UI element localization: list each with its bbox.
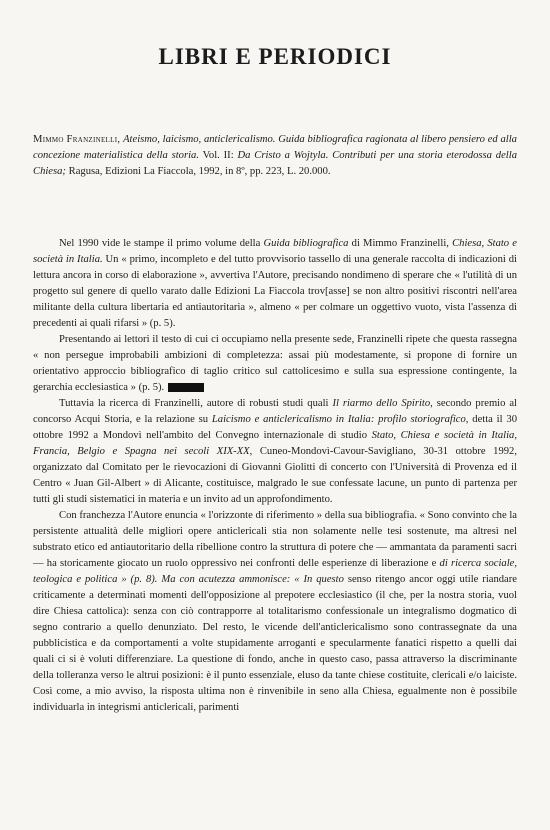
citation-author-first: Mimmo [33,134,64,145]
paragraph-2 [33,332,517,396]
p3-italic-riarmo: Il riarmo dello Spirito, [332,398,433,409]
citation-publisher: Ragusa, Edizioni La Fiaccola, 1992, in 8º, pp. 223, L. 20.000. [68,166,331,177]
citation-title: Ateismo, laicismo, anticlericalismo. Guida bibliografica ragionata al libero pensiero ed alla concezione materialistica della storia. [33,134,517,161]
p3-text-c: secondo premio al concorso Acqui Storia, e la relazione su [33,398,517,425]
p1-italic-guida: Guida bibliografica [263,238,349,249]
p3-text-a: Tuttavia la ricerca di Franzinelli, autore di robusti studi quali [59,398,333,409]
paragraph-1 [33,236,517,332]
citation-subtitle: Da Cristo a Wojtyla. Contributi per una storia eterodossa della Chiesa; [33,150,517,177]
p3-italic-laicismo: Laicismo e anticlericalismo in Italia: profilo storiografico, [211,414,469,425]
p3-text-g: Cuneo-Mondovì-Cavour-Savigliano, 30-31 ottobre 1992, organizzato dal Comitato per le rievocazioni di Giovanni Giolitti di concerto con l'Università di Provenza ed il Centro « Juan Gil-Albert » di Alicante, costituisce, malgrado le sue confessate lacune, un punto di partenza per tutti gli studi sistematici in materia e un invito ad un approfondimento. [33,446,517,505]
p1-text-c: di Mimmo Franzinelli, [348,238,453,249]
paragraph-4 [33,508,517,716]
p4-text-c: senso ritengo ancor oggi utile riandare criticamente a determinati momenti dell'opposizione al prepotere ecclesiastico (il che, per la nostra storia, vuol dire Chiesa cattolica): senza con ciò contrapporre al totalitarismo confessionale un integralismo dogmatico di segno contrario a quello denunziato. Del resto, le vicende dell'anticlericalismo sono contrassegnate da una pubblicistica e da comportamenti a volte stupidamente arroganti e specularmente fanatici rispetto a quelli dai quali ci si è voluti differenziare. La questione di fondo, anche in questo caso, passa attraverso la discriminante della tolleranza verso le altrui posizioni: è il punto essenziale, eluso da tante chiese costituite, clericali e/o laiciste. Così come, a mio avviso, la risposta ultima non è rinvenibile in seno alla Chiesa, egualmente non è possibile individuarla in integrismi anticlericali, parimenti [33,574,517,713]
p1-text-a: Nel 1990 vide le stampe il primo volume della [59,238,264,249]
citation-volume: Vol. II: [202,150,234,161]
p3-italic-convegno: Stato, Chiesa e società in Italia, Francia, Belgio e Spagna nei secoli XIX-XX, [33,430,517,457]
section-title: LIBRI E PERIODICI [158,44,392,69]
p3-text-e: detta il 30 ottobre 1992 a Mondovì nell'ambito del Convegno internazionale di studio [33,414,517,441]
p2-text: Presentando ai lettori il testo di cui ci occupiamo nella presente sede, Franzinelli ripete che questa rassegna « non persegue improbabili ambizioni di completezza: assai più modestamente, si propone di fornire un orientativo approccio bibliografico di taglio critico sul cattolicesimo e sulla sua espressione contingente, la gerarchia ecclesiastica » (p. 5). [33,334,517,393]
p4-italic-quote: di ricerca sociale, teologica e politica » (p. 8). Ma con acutezza ammonisce: « In questo [33,558,517,585]
citation-author-last: Franzinelli, [66,134,121,145]
p4-text-a: Con franchezza l'Autore enuncia « l'orizzonte di riferimento » della sua bibliografia. « Sono convinto che la persistente attualità delle migliori opere anticlericali stia non solamente nelle tesi sostenute, ma altresì nel substrato etico ed antiautoritario della ribellione contro la struttura di potere che — ammantata da paramenti sacri — ha storicamente giocato un ruolo oppressivo nei confronti delle esperienze di liberazione e [33,510,517,569]
review-body [33,236,517,716]
book-citation [33,132,517,180]
p1-italic-chiesa: Chiesa, Stato e società in Italia. [33,238,517,265]
p1-text-e: Un « primo, incompleto e del tutto provvisorio tassello di una generale raccolta di indicazioni di lettura ancora in corso di elaborazione », avvertiva l'Autore, precisando nondimeno di sperare che « l'utilità di un progetto sul genere di quello varato dalle Edizioni La Fiaccola trov[asse] se non altro positivi riscontri nell'area militante della cultura libertaria ed antiautoritaria », almeno « per colmare un oggettivo vuoto, vista l'assenza di precedenti ai quali rifarsi » (p. 5). [33,254,517,329]
redaction-mark [168,383,204,392]
paragraph-3 [33,396,517,508]
